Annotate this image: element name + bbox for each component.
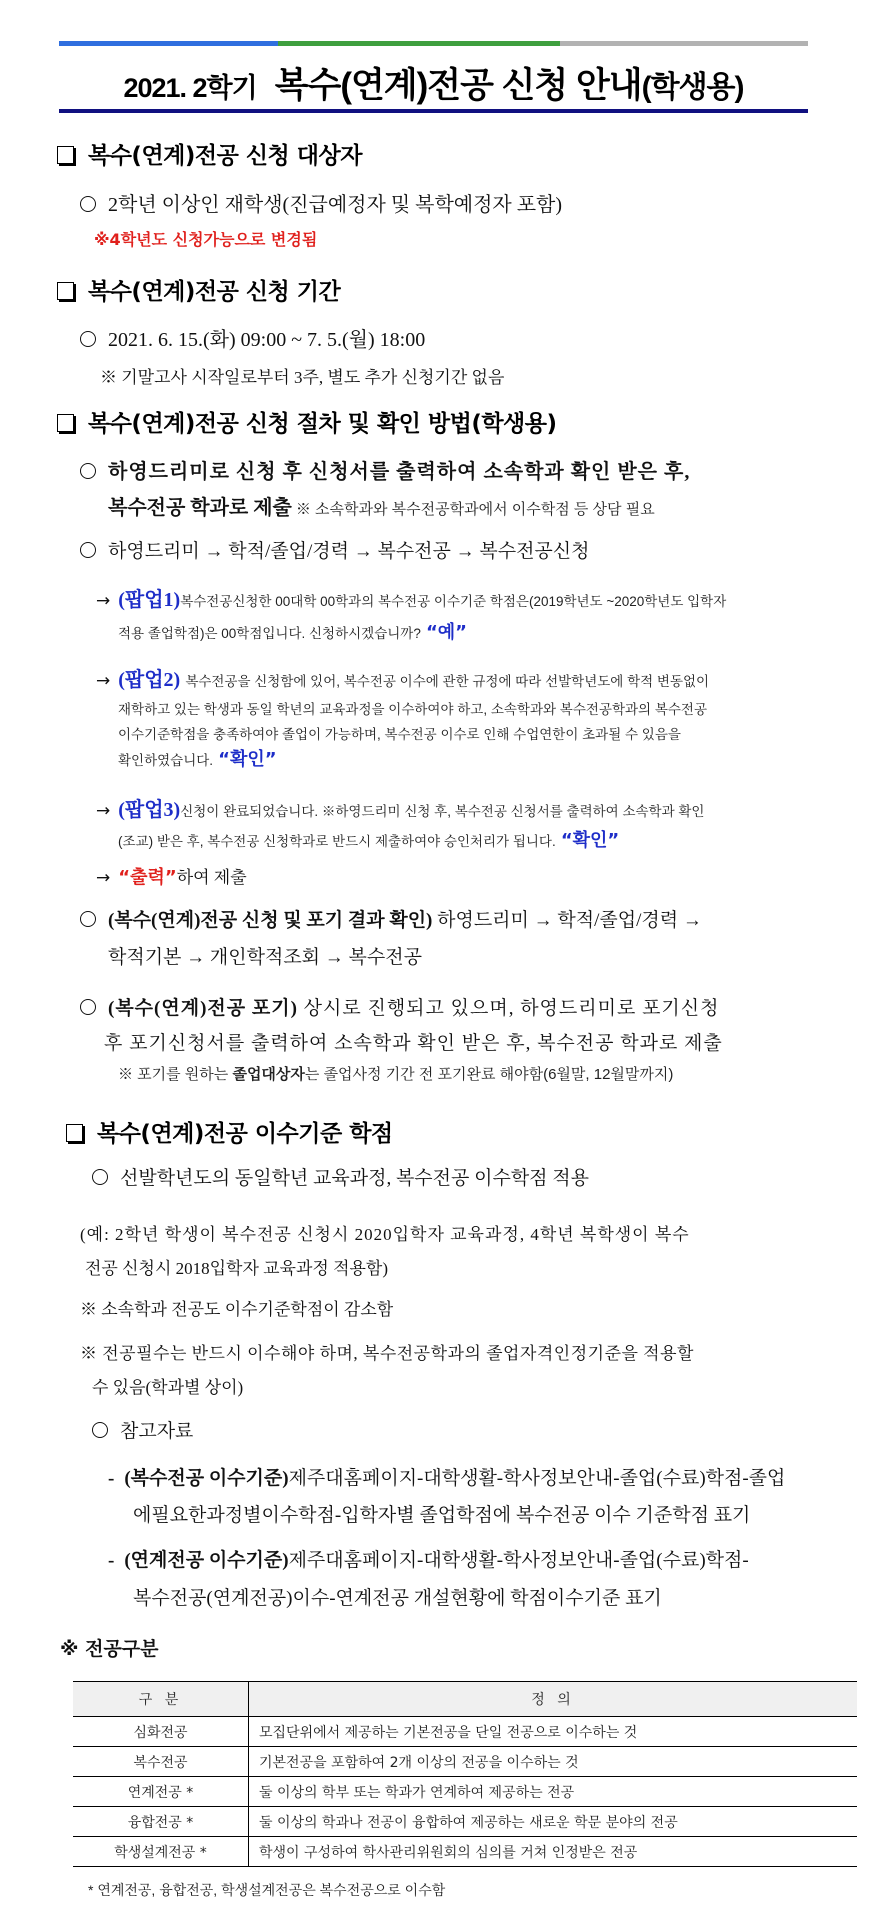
- bullet-text: 2021. 6. 15.(화) 09:00 ~ 7. 5.(월) 18:00: [108, 329, 426, 351]
- section-heading-eligibility: [57, 137, 362, 170]
- title-suffix: (학생용): [641, 71, 744, 104]
- consult-note: ※ 소속학과와 복수전공학과에서 이수학점 등 상담 필요: [295, 501, 655, 518]
- procedure-bullet-2: [80, 536, 590, 563]
- popup-1-text: 복수전공신청한 00대학 00학과의 복수전공 이수기준 학점은(2019학년도 ~2020학년도 입학자: [180, 594, 727, 609]
- reference-2-title: (연계전공 이수기준): [124, 1550, 289, 1571]
- cell-definition: 둘 이상의 학과나 전공이 융합하여 제공하는 새로운 학문 분야의 전공: [249, 1807, 858, 1837]
- popup-3-text: (조교) 받은 후, 복수전공 신청학과로 반드시 제출하여야 승인처리가 됩니다.: [118, 834, 556, 849]
- popup-2-text: 확인하였습니다.: [118, 753, 214, 768]
- credits-note-2-line1: ※ 전공필수는 반드시 이수해야 하며, 복수전공학과의 졸업자격인정기준을 적용할: [80, 1344, 694, 1363]
- arrow-icon: →: [96, 868, 111, 888]
- popup-2-answer: “확인”: [218, 749, 277, 770]
- bullet-text: 하영드리미로 신청 후 신청서를 출력하여 소속학과 확인 받은 후,: [108, 461, 691, 483]
- arrow-icon: →: [96, 801, 111, 821]
- top-bar-green: [278, 41, 560, 46]
- checkbox-square-icon: [57, 282, 74, 300]
- period-note: ※ 기말고사 시작일로부터 3주, 별도 추가 신청기간 없음: [100, 368, 505, 387]
- print-label: “출력”: [118, 867, 177, 888]
- cell-category: 융합전공 *: [73, 1807, 249, 1837]
- top-bar-blue: [59, 41, 278, 46]
- popup-1-line1: [96, 583, 726, 612]
- heading-text: 복수(연계)전공 신청 절차 및 확인 방법(학생용): [88, 411, 557, 437]
- giveup-line1: [80, 993, 720, 1020]
- cell-category: 학생설계전공 *: [73, 1837, 249, 1867]
- eligibility-change-note: ※4학년도 신청가능으로 변경됨: [94, 230, 318, 249]
- cell-category: 심화전공: [73, 1717, 249, 1747]
- credits-note-1: ※ 소속학과 전공도 이수기준학점이 감소함: [80, 1300, 394, 1319]
- result-check-path: 하영드리미 → 학적/졸업/경력 →: [437, 910, 702, 931]
- column-header-category: 구 분: [73, 1682, 249, 1717]
- title-underline: [59, 109, 808, 113]
- cell-category: 연계전공 *: [73, 1777, 249, 1807]
- section-heading-credits: [66, 1115, 393, 1148]
- giveup-note-text: 는 졸업사정 기간 전 포기완료 해야함(6월말, 12월말까지): [304, 1066, 674, 1083]
- reference-1-line2: 에필요한과정별이수학점-입학자별 졸업학점에 복수전공 이수 기준학점 표기: [133, 1505, 751, 1526]
- checkbox-square-icon: [57, 414, 74, 432]
- popup-1-line2: [118, 618, 467, 644]
- submit-to-department: 복수전공 학과로 제출: [108, 497, 292, 519]
- heading-text: 복수(연계)전공 이수기준 학점: [97, 1121, 393, 1147]
- table-header-row: [73, 1682, 857, 1717]
- reference-1-title: (복수전공 이수기준): [124, 1468, 289, 1489]
- popup-3-line2: [118, 826, 619, 852]
- heading-text: 복수(연계)전공 신청 대상자: [88, 143, 362, 169]
- result-check-line2: 학적기본 → 개인학적조회 → 복수전공: [108, 947, 422, 968]
- heading-text: 복수(연계)전공 신청 기간: [88, 279, 341, 305]
- major-types-heading: ※ 전공구분: [60, 1638, 159, 1660]
- print-step: [96, 863, 247, 889]
- reference-1-line1: [108, 1463, 785, 1490]
- page-title: [59, 58, 808, 108]
- table-row: [73, 1717, 857, 1747]
- popup-1-answer: “예”: [425, 622, 467, 643]
- popup-3-line1: [96, 793, 704, 822]
- column-header-definition: 정 의: [249, 1682, 858, 1717]
- checkbox-square-icon: [66, 1124, 83, 1142]
- giveup-line2: 후 포기신청서를 출력하여 소속학과 확인 받은 후, 복수전공 학과로 제출: [104, 1033, 723, 1054]
- circle-bullet-icon: [80, 542, 96, 558]
- section-heading-procedure: [57, 405, 557, 438]
- credits-bullet-references: [92, 1416, 193, 1443]
- bullet-text: 선발학년도의 동일학년 교육과정, 복수전공 이수학점 적용: [120, 1168, 589, 1189]
- popup-1-label: (팝업1): [118, 589, 181, 611]
- menu-path-text: 하영드리미 → 학적/졸업/경력 → 복수전공 → 복수전공신청: [108, 541, 590, 562]
- credits-example-line1: (예: 2학년 학생이 복수전공 신청시 2020입학자 교육과정, 4학년 복학생이 복수: [80, 1225, 690, 1244]
- credits-note-2-line2: 수 있음(학과별 상이): [92, 1378, 244, 1397]
- cell-definition: 모집단위에서 제공하는 기본전공을 단일 전공으로 이수하는 것: [249, 1717, 858, 1747]
- major-types-table: [73, 1681, 857, 1867]
- cell-category: 복수전공: [73, 1747, 249, 1777]
- popup-2-line4: [118, 745, 277, 771]
- popup-2-label: (팝업2): [118, 669, 181, 691]
- giveup-text: 상시로 진행되고 있으며, 하영드리미로 포기신청: [303, 998, 720, 1019]
- bullet-text: 2학년 이상인 재학생(진급예정자 및 복학예정자 포함): [108, 194, 563, 216]
- popup-2-line1: [96, 663, 709, 692]
- circle-bullet-icon: [80, 331, 96, 347]
- popup-3-text: 신청이 완료되었습니다. ※하영드리미 신청 후, 복수전공 신청서를 출력하여 소속학과 확인: [180, 804, 705, 819]
- giveup-note: [118, 1063, 673, 1084]
- top-color-bar: [59, 41, 808, 46]
- circle-bullet-icon: [80, 463, 96, 479]
- cell-definition: 기본전공을 포함하여 2개 이상의 전공을 이수하는 것: [249, 1747, 858, 1777]
- reference-2-line1: [108, 1545, 749, 1572]
- title-main: 복수(연계)전공 신청 안내: [274, 66, 642, 105]
- table-row: [73, 1747, 857, 1777]
- reference-2-line2: 복수전공(연계전공)이수-연계전공 개설현황에 학점이수기준 표기: [133, 1588, 662, 1609]
- procedure-bullet-1-line2: [108, 491, 655, 520]
- popup-2-text: 복수전공을 신청함에 있어, 복수전공 이수에 관한 규정에 따라 선발학년도에 학적 변동없이: [185, 674, 710, 689]
- cell-definition: 학생이 구성하여 학사관리위원회의 심의를 거쳐 인정받은 전공: [249, 1837, 858, 1867]
- giveup-note-text: ※ 포기를 원하는: [118, 1066, 229, 1083]
- procedure-bullet-1: [80, 455, 690, 484]
- dash-bullet: -: [108, 1468, 115, 1489]
- circle-bullet-icon: [92, 1422, 108, 1438]
- reference-2-path: 제주대홈페이지-대학생활-학사정보안내-졸업(수료)학점-: [288, 1550, 749, 1571]
- dash-bullet: -: [108, 1550, 115, 1571]
- circle-bullet-icon: [80, 911, 96, 927]
- popup-1-text: 적용 졸업학점)은 00학점입니다. 신청하시겠습니까?: [118, 626, 421, 641]
- popup-3-answer: “확인”: [560, 830, 620, 851]
- giveup-title: (복수(연계)전공 포기): [108, 998, 298, 1019]
- bullet-period: [80, 323, 425, 352]
- bullet-eligibility: [80, 188, 562, 217]
- credits-bullet-1: [92, 1163, 589, 1190]
- cell-definition: 둘 이상의 학부 또는 학과가 연계하여 제공하는 전공: [249, 1777, 858, 1807]
- popup-3-label: (팝업3): [118, 799, 181, 821]
- arrow-icon: →: [96, 591, 111, 611]
- table-row: [73, 1777, 857, 1807]
- top-bar-gray: [560, 41, 808, 46]
- circle-bullet-icon: [92, 1169, 108, 1185]
- table-row: [73, 1837, 857, 1867]
- credits-example-line2: 전공 신청시 2018입학자 교육과정 적용함): [85, 1259, 388, 1278]
- result-check-line1: [80, 905, 702, 932]
- major-types-footnote: * 연계전공, 융합전공, 학생설계전공은 복수전공으로 이수함: [88, 1882, 446, 1898]
- graduates-label: 졸업대상자: [232, 1066, 305, 1083]
- popup-2-line2: 재학하고 있는 학생과 동일 학년의 교육과정을 이수하여야 하고, 소속학과와 복수전공학과의 복수전공: [118, 702, 707, 717]
- result-check-title: (복수(연계)전공 신청 및 포기 결과 확인): [108, 910, 433, 931]
- arrow-icon: →: [96, 671, 111, 691]
- table-row: [73, 1807, 857, 1837]
- circle-bullet-icon: [80, 999, 96, 1015]
- print-suffix: 하여 제출: [176, 868, 247, 887]
- popup-2-line3: 이수기준학점을 충족하여야 졸업이 가능하며, 복수전공 이수로 인해 수업연한이 초과될 수 있음을: [118, 727, 681, 742]
- circle-bullet-icon: [80, 196, 96, 212]
- title-semester: 2021. 2학기: [123, 73, 257, 103]
- section-heading-period: [57, 273, 340, 306]
- checkbox-square-icon: [57, 146, 74, 164]
- reference-1-path: 제주대홈페이지-대학생활-학사정보안내-졸업(수료)학점-졸업: [288, 1468, 786, 1489]
- bullet-text: 참고자료: [120, 1421, 194, 1442]
